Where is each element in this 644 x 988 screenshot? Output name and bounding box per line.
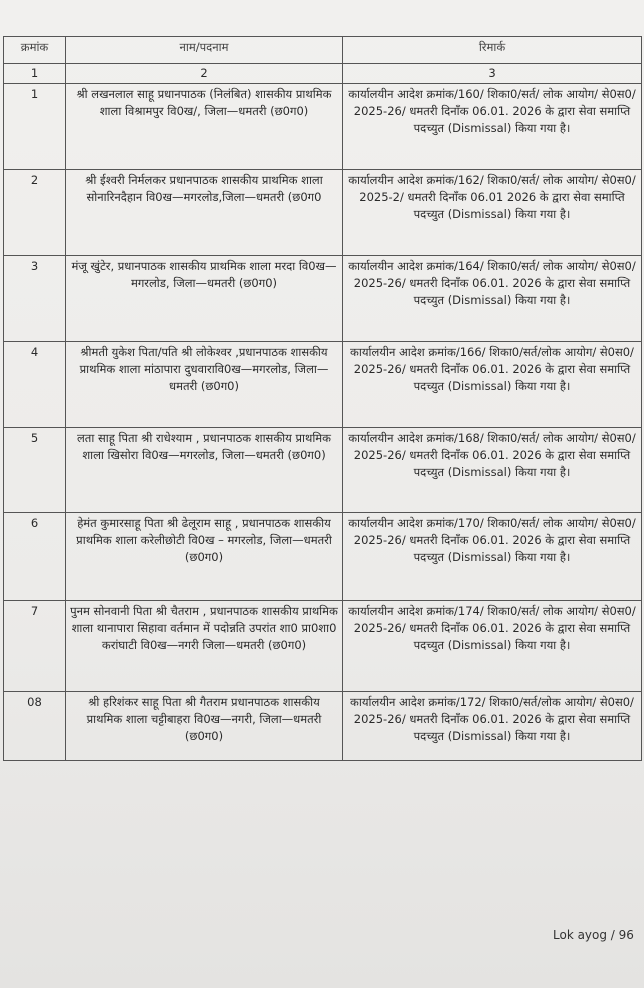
column-number: 3 [343, 64, 642, 84]
row-serial: 08 [4, 692, 66, 761]
column-number: 1 [4, 64, 66, 84]
table-row [4, 692, 642, 761]
header-name-designation: नाम/पदनाम [66, 37, 343, 64]
row-name: श्री लखनलाल साहू प्रधानपाठक (निलंबित) शासकीय प्राथमिक शाला विश्रामपुर वि0ख/, जिला—धमतरी (छ0ग0) [66, 84, 343, 170]
table-row [4, 342, 642, 428]
row-remark: कार्यालयीन आदेश क्रमांक/172/ शिका0/सर्त/लोक आयोग/ से0स0/ 2025-26/ धमतरी दिनाँक 06.01. 2026 के द्वारा सेवा समाप्ति पदच्युत (Dismissal) किया गया है। [343, 692, 642, 761]
row-serial: 5 [4, 428, 66, 513]
row-name: श्री ईश्वरी निर्मलकर प्रधानपाठक शासकीय प्राथमिक शाला सोनारिनदैहान वि0ख—मगरलोड,जिला—धमतरी (छ0ग0 [66, 170, 343, 256]
row-remark: कार्यालयीन आदेश क्रमांक/170/ शिका0/सर्त/ लोक आयोग/ से0स0/ 2025-26/ धमतरी दिनाँक 06.01. 2026 के द्वारा सेवा समाप्ति पदच्युत (Dismissal) किया गया है। [343, 513, 642, 601]
table-row [4, 428, 642, 513]
column-number: 2 [66, 64, 343, 84]
row-name: मंजू खुंटेर, प्रधानपाठक शासकीय प्राथमिक शाला मरदा वि0ख—मगरलोड, जिला—धमतरी (छ0ग0) [66, 256, 343, 342]
row-remark: कार्यालयीन आदेश क्रमांक/174/ शिका0/सर्त/ लोक आयोग/ से0स0/ 2025-26/ धमतरी दिनाँक 06.01. 2026 के द्वारा सेवा समाप्ति पदच्युत (Dismissal) किया गया है। [343, 601, 642, 692]
row-serial: 1 [4, 84, 66, 170]
row-serial: 3 [4, 256, 66, 342]
header-remark: रिमार्क [343, 37, 642, 64]
row-remark: कार्यालयीन आदेश क्रमांक/164/ शिका0/सर्त/ लोक आयोग/ से0स0/ 2025-26/ धमतरी दिनाँक 06.01. 2026 के द्वारा सेवा समाप्ति पदच्युत (Dismissal) किया गया है। [343, 256, 642, 342]
row-remark: कार्यालयीन आदेश क्रमांक/168/ शिका0/सर्त/ लोक आयोग/ से0स0/ 2025-26/ धमतरी दिनाँक 06.01. 2026 के द्वारा सेवा समाप्ति पदच्युत (Dismissal) किया गया है। [343, 428, 642, 513]
table-row [4, 601, 642, 692]
row-serial: 4 [4, 342, 66, 428]
table-row [4, 513, 642, 601]
row-remark: कार्यालयीन आदेश क्रमांक/160/ शिका0/सर्त/ लोक आयोग/ से0स0/ 2025-26/ धमतरी दिनाँक 06.01. 2026 के द्वारा सेवा समाप्ति पदच्युत (Dismissal) किया गया है। [343, 84, 642, 170]
row-name: पुनम सोनवानी पिता श्री चैतराम , प्रधानपाठक शासकीय प्राथमिक शाला थानापारा सिहावा वर्तमान में पदोन्नति उपरांत शा0 प्रा0शा0 करांघाटी वि0ख—नगरी जिला—धमतरी (छ0ग0) [66, 601, 343, 692]
table-header-row [4, 37, 642, 64]
row-name: लता साहू पिता श्री राधेश्याम , प्रधानपाठक शासकीय प्राथमिक शाला खिसोरा वि0ख—मगरलोड, जिला—धमतरी (छ0ग0) [66, 428, 343, 513]
row-serial: 2 [4, 170, 66, 256]
page-footer: Lok ayog / 96 [553, 928, 634, 942]
row-serial: 7 [4, 601, 66, 692]
row-remark: कार्यालयीन आदेश क्रमांक/162/ शिका0/सर्त/ लोक आयोग/ से0स0/ 2025-2/ धमतरी दिनाँक 06.01 2026 के द्वारा सेवा समाप्ति पदच्युत (Dismissal) किया गया है। [343, 170, 642, 256]
table-row [4, 256, 642, 342]
dismissal-table [3, 36, 642, 761]
row-serial: 6 [4, 513, 66, 601]
header-serial: क्रमांक [4, 37, 66, 64]
row-name: हेमंत कुमारसाहू पिता श्री ढेलूराम साहू , प्रधानपाठक शासकीय प्राथमिक शाला करेलीछोटी वि0ख – मगरलोड, जिला—धमतरी (छ0ग0) [66, 513, 343, 601]
row-name: श्री हरिशंकर साहू पिता श्री गैतराम प्रधानपाठक शासकीय प्राथमिक शाला चट्टीबाहरा वि0ख—नगरी, जिला—धमतरी (छ0ग0) [66, 692, 343, 761]
row-remark: कार्यालयीन आदेश क्रमांक/166/ शिका0/सर्त/लोक आयोग/ से0स0/ 2025-26/ धमतरी दिनाँक 06.01. 2026 के द्वारा सेवा समाप्ति पदच्युत (Dismissal) किया गया है। [343, 342, 642, 428]
row-name: श्रीमती युकेश पिता/पति श्री लोकेश्वर ,प्रधानपाठक शासकीय प्राथमिक शाला मांठापारा दुधवारावि0ख—मगरलोड, जिला—धमतरी (छ0ग0) [66, 342, 343, 428]
column-number-row [4, 64, 642, 84]
table-row [4, 170, 642, 256]
table-row [4, 84, 642, 170]
